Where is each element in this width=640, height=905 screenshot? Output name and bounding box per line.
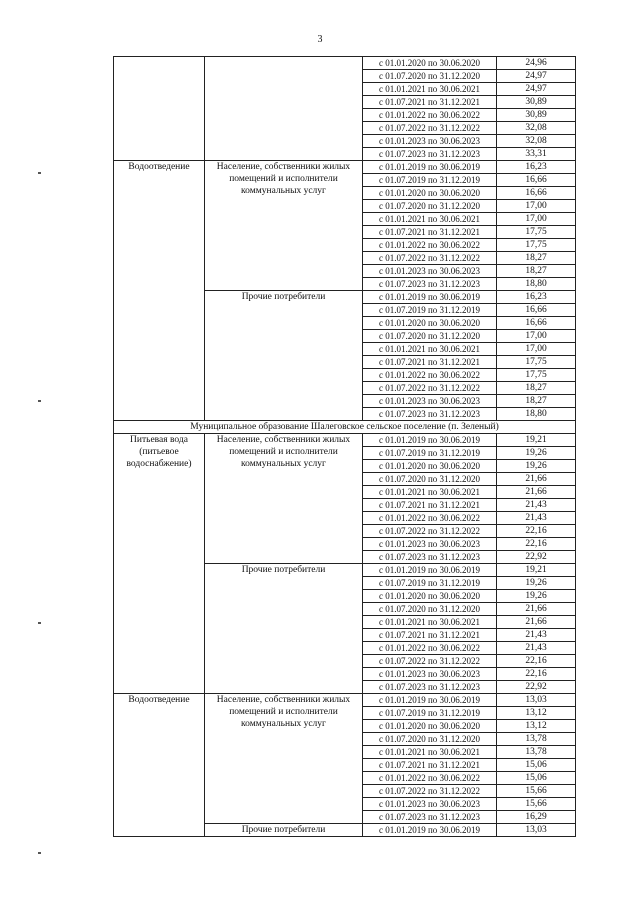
period-cell: с 01.07.2020 по 31.12.2020 xyxy=(363,603,497,616)
tariff-value-cell: 18,80 xyxy=(497,408,576,421)
consumer-cell: Население, собственники жилых помещений и исполнители коммунальных услуг xyxy=(205,161,363,291)
period-cell: с 01.07.2020 по 31.12.2020 xyxy=(363,200,497,213)
tariff-value-cell: 21,43 xyxy=(497,512,576,525)
period-cell: с 01.01.2021 по 30.06.2021 xyxy=(363,486,497,499)
period-cell: с 01.07.2020 по 31.12.2020 xyxy=(363,733,497,746)
tariff-value-cell: 24,97 xyxy=(497,83,576,96)
tariff-value-cell: 22,16 xyxy=(497,525,576,538)
tariff-value-cell: 22,92 xyxy=(497,551,576,564)
tariff-table-body xyxy=(114,57,576,837)
period-cell: с 01.07.2021 по 31.12.2021 xyxy=(363,759,497,772)
consumer-cell: Население, собственники жилых помещений и исполнители коммунальных услуг xyxy=(205,694,363,824)
tariff-value-cell: 16,66 xyxy=(497,304,576,317)
tariff-value-cell: 17,00 xyxy=(497,200,576,213)
tariff-value-cell: 18,27 xyxy=(497,395,576,408)
tariff-value-cell: 22,16 xyxy=(497,668,576,681)
scan-mark xyxy=(38,400,41,402)
tariff-value-cell: 19,26 xyxy=(497,590,576,603)
period-cell: с 01.01.2020 по 30.06.2020 xyxy=(363,57,497,70)
period-cell: с 01.01.2020 по 30.06.2020 xyxy=(363,460,497,473)
period-cell: с 01.01.2021 по 30.06.2021 xyxy=(363,343,497,356)
tariff-value-cell: 16,66 xyxy=(497,174,576,187)
tariff-value-cell: 21,66 xyxy=(497,603,576,616)
period-cell: с 01.07.2023 по 31.12.2023 xyxy=(363,278,497,291)
tariff-value-cell: 16,23 xyxy=(497,161,576,174)
tariff-value-cell: 19,26 xyxy=(497,460,576,473)
period-cell: с 01.07.2023 по 31.12.2023 xyxy=(363,811,497,824)
tariff-value-cell: 17,75 xyxy=(497,226,576,239)
section-row xyxy=(114,421,576,434)
period-cell: с 01.01.2023 по 30.06.2023 xyxy=(363,395,497,408)
tariff-value-cell: 17,00 xyxy=(497,330,576,343)
tariff-value-cell: 18,27 xyxy=(497,382,576,395)
period-cell: с 01.01.2019 по 30.06.2019 xyxy=(363,434,497,447)
period-cell: с 01.07.2021 по 31.12.2021 xyxy=(363,356,497,369)
tariff-value-cell: 21,43 xyxy=(497,629,576,642)
service-cell: Питьевая вода (питьевое водоснабжение) xyxy=(114,434,205,694)
period-cell: с 01.07.2019 по 31.12.2019 xyxy=(363,577,497,590)
period-cell: с 01.01.2020 по 30.06.2020 xyxy=(363,317,497,330)
period-cell: с 01.01.2020 по 30.06.2020 xyxy=(363,590,497,603)
tariff-value-cell: 18,80 xyxy=(497,278,576,291)
tariff-value-cell: 13,03 xyxy=(497,694,576,707)
scan-mark xyxy=(38,622,41,624)
period-cell: с 01.01.2023 по 30.06.2023 xyxy=(363,538,497,551)
consumer-cell xyxy=(205,57,363,161)
tariff-value-cell: 18,27 xyxy=(497,265,576,278)
tariff-value-cell: 22,16 xyxy=(497,538,576,551)
tariff-value-cell: 15,06 xyxy=(497,772,576,785)
consumer-cell: Население, собственники жилых помещений и исполнители коммунальных услуг xyxy=(205,434,363,564)
tariff-value-cell: 21,43 xyxy=(497,499,576,512)
period-cell: с 01.01.2019 по 30.06.2019 xyxy=(363,564,497,577)
table-row xyxy=(114,694,576,707)
service-cell: Водоотведение xyxy=(114,161,205,421)
tariff-value-cell: 13,03 xyxy=(497,824,576,837)
period-cell: с 01.01.2021 по 30.06.2021 xyxy=(363,83,497,96)
period-cell: с 01.01.2022 по 30.06.2022 xyxy=(363,642,497,655)
tariff-value-cell: 19,21 xyxy=(497,564,576,577)
tariff-value-cell: 21,66 xyxy=(497,616,576,629)
tariff-value-cell: 17,75 xyxy=(497,369,576,382)
tariff-value-cell: 21,66 xyxy=(497,486,576,499)
tariff-value-cell: 13,12 xyxy=(497,707,576,720)
tariff-value-cell: 16,66 xyxy=(497,317,576,330)
scan-mark xyxy=(38,172,41,174)
tariff-value-cell: 18,27 xyxy=(497,252,576,265)
tariff-value-cell: 33,31 xyxy=(497,148,576,161)
consumer-cell: Прочие потребители xyxy=(205,824,363,837)
period-cell: с 01.07.2023 по 31.12.2023 xyxy=(363,148,497,161)
period-cell: с 01.01.2023 по 30.06.2023 xyxy=(363,668,497,681)
table-row xyxy=(114,161,576,174)
tariff-value-cell: 24,97 xyxy=(497,70,576,83)
period-cell: с 01.01.2020 по 30.06.2020 xyxy=(363,720,497,733)
tariff-value-cell: 15,66 xyxy=(497,798,576,811)
period-cell: с 01.01.2021 по 30.06.2021 xyxy=(363,213,497,226)
tariff-value-cell: 22,92 xyxy=(497,681,576,694)
period-cell: с 01.01.2023 по 30.06.2023 xyxy=(363,265,497,278)
period-cell: с 01.07.2020 по 31.12.2020 xyxy=(363,330,497,343)
tariff-value-cell: 24,96 xyxy=(497,57,576,70)
period-cell: с 01.01.2022 по 30.06.2022 xyxy=(363,239,497,252)
table-row xyxy=(114,57,576,70)
tariff-value-cell: 16,23 xyxy=(497,291,576,304)
period-cell: с 01.07.2023 по 31.12.2023 xyxy=(363,408,497,421)
tariff-value-cell: 13,12 xyxy=(497,720,576,733)
period-cell: с 01.07.2022 по 31.12.2022 xyxy=(363,122,497,135)
period-cell: с 01.07.2019 по 31.12.2019 xyxy=(363,174,497,187)
tariff-value-cell: 17,75 xyxy=(497,356,576,369)
tariff-value-cell: 19,26 xyxy=(497,577,576,590)
period-cell: с 01.07.2021 по 31.12.2021 xyxy=(363,96,497,109)
period-cell: с 01.07.2020 по 31.12.2020 xyxy=(363,70,497,83)
period-cell: с 01.07.2022 по 31.12.2022 xyxy=(363,252,497,265)
tariff-value-cell: 17,00 xyxy=(497,343,576,356)
period-cell: с 01.01.2022 по 30.06.2022 xyxy=(363,772,497,785)
tariff-value-cell: 15,06 xyxy=(497,759,576,772)
period-cell: с 01.01.2020 по 30.06.2020 xyxy=(363,187,497,200)
tariff-value-cell: 21,66 xyxy=(497,473,576,486)
section-title: Муниципальное образование Шалеговское сельское поселение (п. Зеленый) xyxy=(114,421,576,434)
period-cell: с 01.07.2022 по 31.12.2022 xyxy=(363,525,497,538)
consumer-cell: Прочие потребители xyxy=(205,564,363,694)
period-cell: с 01.01.2021 по 30.06.2021 xyxy=(363,616,497,629)
tariff-value-cell: 19,26 xyxy=(497,447,576,460)
period-cell: с 01.07.2020 по 31.12.2020 xyxy=(363,473,497,486)
period-cell: с 01.01.2022 по 30.06.2022 xyxy=(363,512,497,525)
tariff-value-cell: 13,78 xyxy=(497,746,576,759)
period-cell: с 01.07.2022 по 31.12.2022 xyxy=(363,785,497,798)
period-cell: с 01.01.2019 по 30.06.2019 xyxy=(363,291,497,304)
tariff-value-cell: 16,29 xyxy=(497,811,576,824)
tariff-value-cell: 22,16 xyxy=(497,655,576,668)
tariff-value-cell: 30,89 xyxy=(497,96,576,109)
tariff-value-cell: 17,00 xyxy=(497,213,576,226)
tariff-value-cell: 21,43 xyxy=(497,642,576,655)
period-cell: с 01.01.2019 по 30.06.2019 xyxy=(363,824,497,837)
period-cell: с 01.07.2022 по 31.12.2022 xyxy=(363,382,497,395)
period-cell: с 01.07.2023 по 31.12.2023 xyxy=(363,551,497,564)
scan-mark xyxy=(38,852,41,854)
period-cell: с 01.01.2022 по 30.06.2022 xyxy=(363,109,497,122)
period-cell: с 01.07.2021 по 31.12.2021 xyxy=(363,226,497,239)
period-cell: с 01.01.2019 по 30.06.2019 xyxy=(363,694,497,707)
tariff-value-cell: 30,89 xyxy=(497,109,576,122)
period-cell: с 01.01.2021 по 30.06.2021 xyxy=(363,746,497,759)
consumer-cell: Прочие потребители xyxy=(205,291,363,421)
tariff-value-cell: 13,78 xyxy=(497,733,576,746)
period-cell: с 01.01.2023 по 30.06.2023 xyxy=(363,798,497,811)
period-cell: с 01.07.2022 по 31.12.2022 xyxy=(363,655,497,668)
period-cell: с 01.01.2023 по 30.06.2023 xyxy=(363,135,497,148)
tariff-value-cell: 32,08 xyxy=(497,122,576,135)
tariff-value-cell: 16,66 xyxy=(497,187,576,200)
period-cell: с 01.01.2019 по 30.06.2019 xyxy=(363,161,497,174)
tariff-value-cell: 17,75 xyxy=(497,239,576,252)
period-cell: с 01.07.2021 по 31.12.2021 xyxy=(363,499,497,512)
period-cell: с 01.07.2019 по 31.12.2019 xyxy=(363,707,497,720)
page-number: 3 xyxy=(317,34,323,45)
service-cell: Водоотведение xyxy=(114,694,205,837)
tariff-value-cell: 19,21 xyxy=(497,434,576,447)
table-row xyxy=(114,434,576,447)
period-cell: с 01.01.2022 по 30.06.2022 xyxy=(363,369,497,382)
service-cell xyxy=(114,57,205,161)
tariff-value-cell: 15,66 xyxy=(497,785,576,798)
tariff-table xyxy=(113,56,576,837)
period-cell: с 01.07.2021 по 31.12.2021 xyxy=(363,629,497,642)
period-cell: с 01.07.2023 по 31.12.2023 xyxy=(363,681,497,694)
period-cell: с 01.07.2019 по 31.12.2019 xyxy=(363,304,497,317)
tariff-value-cell: 32,08 xyxy=(497,135,576,148)
period-cell: с 01.07.2019 по 31.12.2019 xyxy=(363,447,497,460)
